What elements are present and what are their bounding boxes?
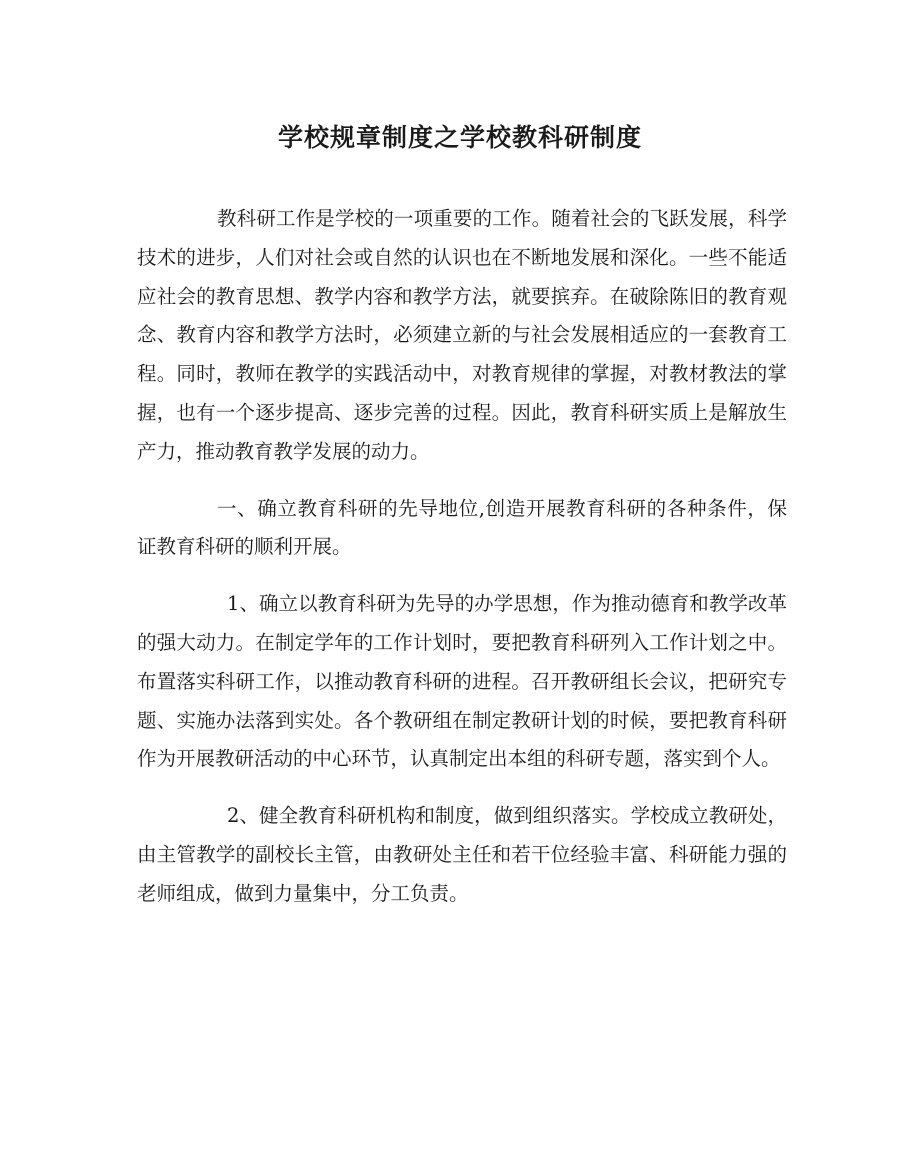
document-title: 学校规章制度之学校教科研制度 xyxy=(277,123,642,152)
document-body xyxy=(137,200,787,932)
paragraph-item-1: 1、确立以教育科研为先导的办学思想，作为推动德育和教学改革的强大动力。在制定学年的工作计划时，要把教育科研列入工作计划之中。布置落实科研工作，以推动教育科研的进程。召开教研组长会议，把研究专题、实施办法落到实处。各个教研组在制定教研计划的时候，要把教育科研作为开展教研活动的中心环节，认真制定出本组的科研专题，落实到个人。 xyxy=(137,592,787,771)
paragraph-section-1-heading: 一、确立教育科研的先导地位,创造开展教育科研的各种条件，保证教育科研的顺利开展。 xyxy=(137,496,787,559)
paragraph-item-2: 2、健全教育科研机构和制度，做到组织落实。学校成立教研处，由主管教学的副校长主管，由教研处主任和若干位经验丰富、科研能力强的老师组成，做到力量集中，分工负责。 xyxy=(137,804,787,905)
paragraph-intro: 教科研工作是学校的一项重要的工作。随着社会的飞跃发展，科学技术的进步，人们对社会或自然的认识也在不断地发展和深化。一些不能适应社会的教育思想、教学内容和教学方法，就要摈弃。在破除陈旧的教育观念、教育内容和教学方法时，必须建立新的与社会发展相适应的一套教育工程。同时，教师在教学的实践活动中，对教育规律的掌握，对教材教法的掌握，也有一个逐步提高、逐步完善的过程。因此，教育科研实质上是解放生产力，推动教育教学发展的动力。 xyxy=(137,207,787,463)
